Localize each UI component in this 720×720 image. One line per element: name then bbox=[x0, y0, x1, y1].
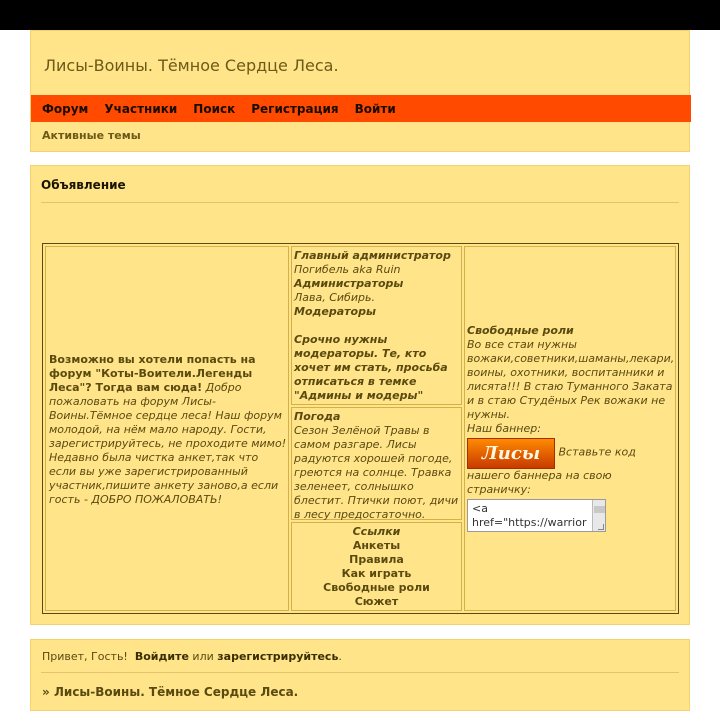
greeting-text: Привет, Гость! bbox=[42, 650, 128, 663]
intro-italic: Добро пожаловать на форум Лисы-Воины.Тёмное сердце леса! Наш форум молодой, на нём мало народу. Гости, зарегистрируйтесь, не проходите мимо! Недавно была чистка анкет,так что если вы уже зарегистрированный участник,пишите анкету заново,а если гость - ДОБРО ПОЖАЛОВАТЬ! bbox=[49, 381, 287, 506]
banner-image[interactable]: Лисы bbox=[467, 438, 555, 469]
site-header bbox=[30, 30, 690, 152]
links-label: Ссылки bbox=[352, 525, 401, 538]
announcement-table bbox=[42, 243, 679, 614]
active-topics-link[interactable]: Активные темы bbox=[42, 129, 141, 142]
intro-cell bbox=[45, 246, 289, 611]
link-rules[interactable]: Правила bbox=[349, 553, 404, 566]
breadcrumb-arrow: » bbox=[42, 685, 54, 699]
announcement-title: Объявление bbox=[41, 178, 126, 192]
nav-login[interactable]: Войти bbox=[354, 101, 396, 116]
guest-greeting bbox=[42, 650, 342, 663]
nav-members[interactable]: Участники bbox=[104, 101, 178, 116]
free-roles-label: Свободные роли bbox=[467, 324, 574, 337]
login-link[interactable]: Войдите bbox=[134, 650, 189, 663]
head-admin-name: Погибель aka Ruin bbox=[294, 263, 401, 276]
link-free-roles[interactable]: Свободные роли bbox=[323, 581, 430, 594]
register-link[interactable]: зарегистрируйтесь bbox=[217, 650, 339, 663]
weather-label: Погода bbox=[294, 410, 341, 423]
intro-bold-link[interactable]: Возможно вы хотели попасть на форум "Коты-Воители.Легенды Леса"? Тогда вам сюда! bbox=[49, 353, 256, 394]
divider bbox=[41, 672, 679, 673]
admins-names: Лава, Сибирь. bbox=[294, 291, 375, 304]
mods-needed: Срочно нужны модераторы. Те, кто хочет им стать, просьба отписаться в темке "Админы и модеры" bbox=[294, 333, 448, 402]
head-admin-label: Главный администратор bbox=[294, 249, 451, 262]
nav-register[interactable]: Регистрация bbox=[251, 101, 339, 116]
footer-panel bbox=[30, 639, 690, 711]
banner-label: Наш баннер: bbox=[467, 422, 541, 435]
link-profiles[interactable]: Анкеты bbox=[352, 539, 401, 552]
greeting-dot: . bbox=[338, 650, 342, 663]
link-how-to-play[interactable]: Как играть bbox=[341, 567, 412, 580]
intro-text bbox=[49, 353, 287, 507]
banner-hint: Вставьте код нашего баннера на свою страничку: bbox=[467, 445, 636, 496]
link-plot[interactable]: Сюжет bbox=[354, 595, 399, 608]
banner-code-textarea[interactable] bbox=[467, 499, 606, 532]
breadcrumb-home-link[interactable]: Лисы-Воины. Тёмное Сердце Леса. bbox=[53, 685, 299, 699]
banner-code: <a href="https://warrior bbox=[472, 502, 587, 529]
breadcrumb bbox=[42, 685, 298, 699]
nav-forum[interactable]: Форум bbox=[42, 101, 89, 116]
announcement-panel bbox=[30, 165, 690, 625]
mods-label: Модераторы bbox=[294, 305, 376, 318]
weather-text: Сезон Зелёной Травы в самом разгаре. Лисы радуются хорошей погоде, греются на солнце. Травка зеленеет, солнышко блестит. Птички поют, дичи в лесу предостаточно. bbox=[294, 424, 459, 521]
free-roles-text: Во все стаи нужны вожаки,советники,шаманы,лекари, воины, охотники, воспитанники и лисята!!! В стаю Туманного Заката и в стаю Студёных Рек вожаки не нужны. bbox=[467, 338, 675, 421]
site-title[interactable]: Лисы-Воины. Тёмное Сердце Леса. bbox=[44, 56, 339, 75]
weather-cell bbox=[291, 407, 462, 520]
or-text: или bbox=[188, 650, 218, 663]
staff-cell bbox=[291, 246, 462, 405]
top-bar bbox=[0, 0, 720, 30]
links-cell bbox=[291, 522, 462, 611]
nav-search[interactable]: Поиск bbox=[193, 101, 236, 116]
admins-label: Администраторы bbox=[294, 277, 404, 290]
main-nav bbox=[31, 95, 691, 122]
divider bbox=[41, 202, 679, 203]
free-roles-cell bbox=[464, 246, 676, 611]
resize-handle-icon[interactable] bbox=[598, 524, 604, 530]
